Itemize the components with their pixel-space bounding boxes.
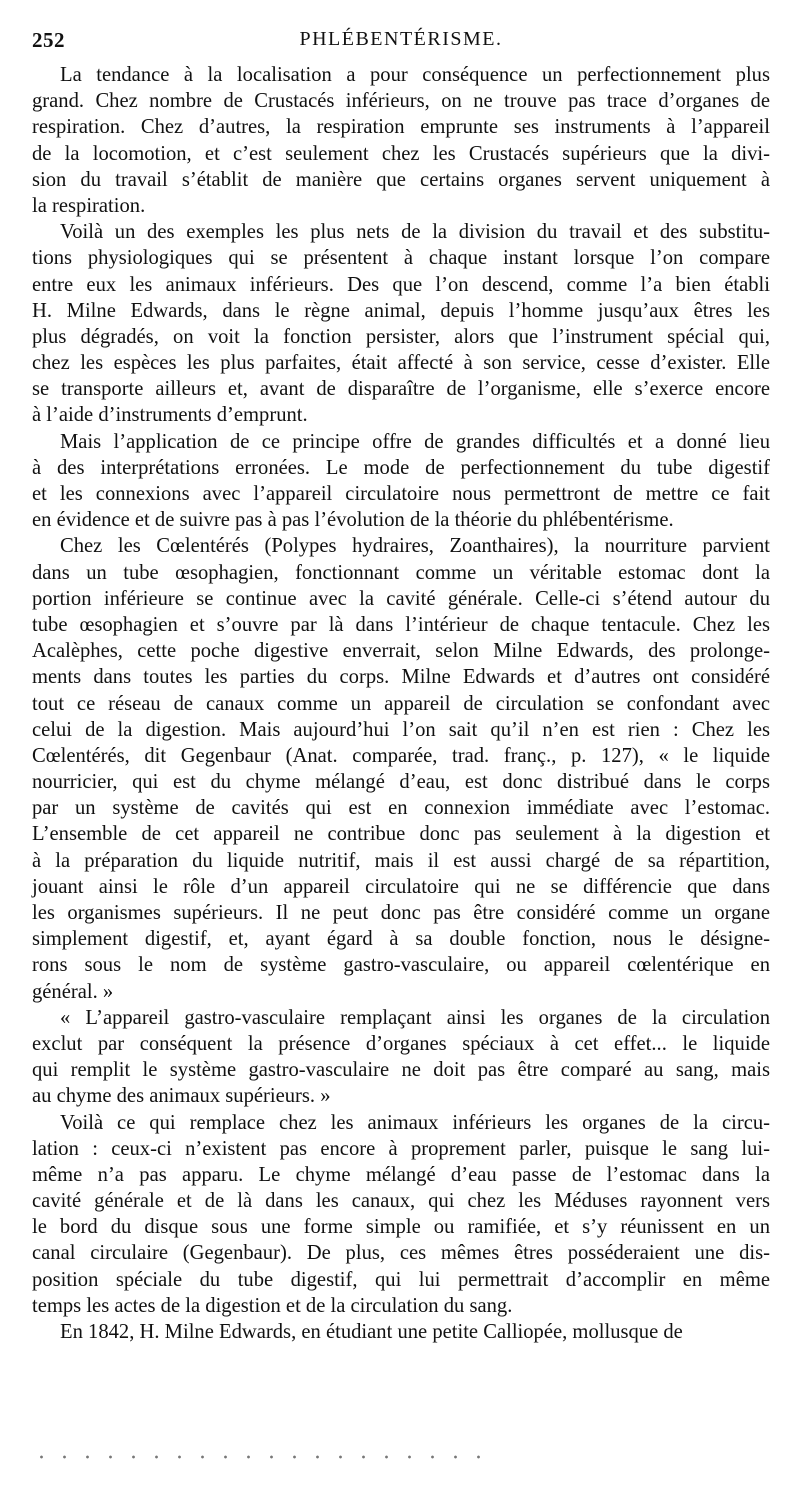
text-line: en évidence et de suivre pas à pas l’évolution de la théorie du phlébentérisme. xyxy=(32,509,674,532)
text-line: nourricier, qui est du chyme mélangé d’eau, est donc distribué dans le corps xyxy=(32,771,770,794)
text-line: ments dans toutes les parties du corps. Milne Edwards et d’autres ont considéré xyxy=(32,666,770,689)
text-line: à la préparation du liquide nutritif, mais il est aussi chargé de sa répartition, xyxy=(32,849,770,872)
running-head: PHLÉBENTÉRISME. xyxy=(299,28,503,50)
text-line: Voilà ce qui remplace chez les animaux inférieurs les organes de la circu- xyxy=(60,1111,770,1134)
text-line: les organismes supérieurs. Il ne peut donc pas être considéré comme un organe xyxy=(32,902,770,924)
text-line: cavité générale et de là dans les canaux, qui chez les Méduses rayonnent vers xyxy=(32,1190,770,1213)
text-line: Cœlentérés, dit Gegenbaur (Anat. comparée, trad. franç., p. 127), « le liquide xyxy=(32,744,770,767)
paragraph xyxy=(32,1110,770,1320)
text-line: H. Milne Edwards, dans le règne animal, depuis l’homme jusqu’aux êtres les xyxy=(32,299,770,322)
body-text xyxy=(32,62,770,1345)
text-line: Voilà un des exemples les plus nets de la division du travail et des substitu- xyxy=(60,221,770,244)
text-line: au chyme des animaux supérieurs. » xyxy=(32,1085,331,1108)
text-line: simplement digestif, et, ayant égard à sa double fonction, nous le désigne- xyxy=(32,928,770,951)
paragraph xyxy=(32,219,770,429)
paragraph xyxy=(32,1005,770,1110)
text-line: portion inférieure se continue avec la cavité générale. Celle-ci s’étend autour du xyxy=(32,587,770,610)
text-line: tube œsophagien et s’ouvre par là dans l’intérieur de chaque tentacule. Chez les xyxy=(32,613,770,636)
text-line: En 1842, H. Milne Edwards, en étudiant une petite Calliopée, mollusque de xyxy=(60,1321,683,1343)
paragraph xyxy=(32,1319,770,1345)
page-header xyxy=(32,28,770,54)
text-line: général. » xyxy=(32,980,114,1003)
text-line: lation : ceux-ci n’existent pas encore à proprement parler, puisque le sang lui- xyxy=(32,1137,770,1160)
text-line: Mais l’application de ce principe offre de grandes difficultés et a donné lieu xyxy=(60,430,770,453)
bottom-dotted-rule xyxy=(30,1455,500,1459)
text-line: chez les espèces les plus parfaites, était affecté à son service, cesse d’exister. Elle xyxy=(32,352,770,375)
text-line: grand. Chez nombre de Crustacés inférieurs, on ne trouve pas trace d’organes de xyxy=(32,90,770,113)
text-line: Acalèphes, cette poche digestive enverrait, selon Milne Edwards, des prolonge- xyxy=(32,640,770,663)
text-line: sion du travail s’établit de manière que certains organes servent uniquement à xyxy=(32,168,770,191)
text-line: à l’aide d’instruments d’emprunt. xyxy=(32,404,308,427)
text-line: temps les actes de la digestion et de la circulation du sang. xyxy=(32,1294,513,1317)
text-line: « L’appareil gastro-vasculaire remplaçant ainsi les organes de la circulation xyxy=(60,1006,770,1029)
text-line: rons sous le nom de système gastro-vasculaire, ou appareil cœlentérique en xyxy=(32,954,770,977)
text-line: de la locomotion, et c’est seulement chez les Crustacés supérieurs que la divi- xyxy=(32,142,770,165)
text-line: tout ce réseau de canaux comme un appareil de circulation se confondant avec xyxy=(32,692,770,715)
text-line: se transporte ailleurs et, avant de disparaître de l’organisme, elle s’exerce encore xyxy=(32,378,770,401)
text-line: Chez les Cœlentérés (Polypes hydraires, Zoanthaires), la nourriture parvient xyxy=(60,535,770,558)
text-line: par un système de cavités qui est en connexion immédiate avec l’estomac. xyxy=(32,797,770,820)
text-line: position spéciale du tube digestif, qui lui permettrait d’accomplir en même xyxy=(32,1268,770,1291)
text-line: canal circulaire (Gegenbaur). De plus, ces mêmes êtres posséderaient une dis- xyxy=(32,1242,770,1265)
text-line: qui remplit le système gastro-vasculaire ne doit pas être comparé au sang, mais xyxy=(32,1059,770,1082)
text-line: à des interprétations erronées. Le mode de perfectionnement du tube digestif xyxy=(32,456,770,479)
text-line: L’ensemble de cet appareil ne contribue donc pas seulement à la digestion et xyxy=(32,823,770,846)
text-line: et les connexions avec l’appareil circulatoire nous permettront de mettre ce fait xyxy=(32,483,770,505)
text-line: jouant ainsi le rôle d’un appareil circulatoire qui ne se différencie que dans xyxy=(32,875,770,898)
paragraph xyxy=(32,429,770,534)
text-line: dans un tube œsophagien, fonctionnant comme un véritable estomac dont la xyxy=(32,561,770,584)
text-line: entre eux les animaux inférieurs. Des que l’on descend, comme l’a bien établi xyxy=(32,273,770,296)
text-line: La tendance à la localisation a pour conséquence un perfectionnement plus xyxy=(60,64,770,86)
text-line: tions physiologiques qui se présentent à chaque instant lorsque l’on compare xyxy=(32,247,770,270)
text-line: plus dégradés, on voit la fonction persister, alors que l’instrument spécial qui, xyxy=(32,325,770,348)
page-number: 252 xyxy=(32,28,65,52)
text-line: la respiration. xyxy=(32,194,146,217)
text-line: même n’a pas apparu. Le chyme mélangé d’eau passe de l’estomac dans la xyxy=(32,1163,770,1186)
paragraph xyxy=(32,533,770,1004)
text-line: celui de la digestion. Mais aujourd’hui l’on sait qu’il n’en est rien : Chez les xyxy=(32,718,770,741)
text-line: exclut par conséquent la présence d’organes spéciaux à cet effet... le liquide xyxy=(32,1032,770,1055)
paragraph xyxy=(32,62,770,219)
text-line: le bord du disque sous une forme simple ou ramifiée, et s’y réunissent en un xyxy=(32,1216,770,1239)
text-line: respiration. Chez d’autres, la respiration emprunte ses instruments à l’appareil xyxy=(32,116,770,139)
